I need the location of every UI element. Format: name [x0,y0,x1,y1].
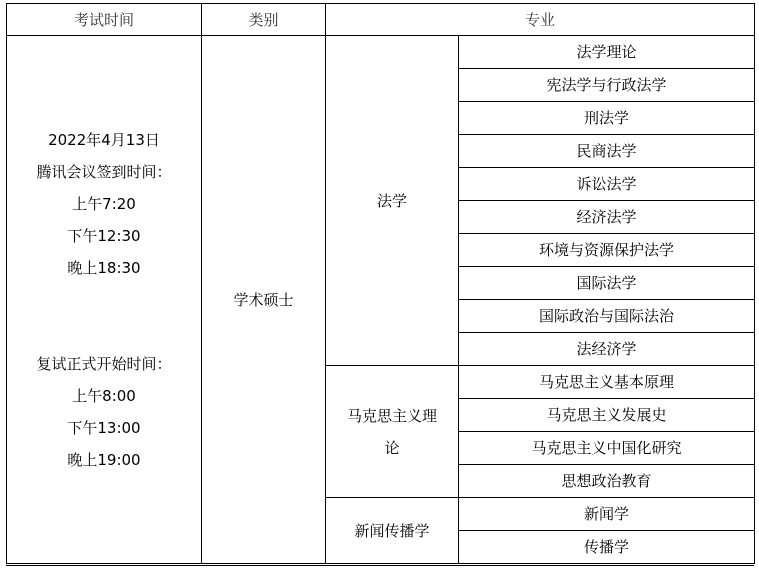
major-cell: 环境与资源保护法学 [459,234,755,267]
major-cell: 马克思主义发展史 [459,399,755,432]
exam-time-cell [7,36,202,564]
start-time-afternoon: 下午13:00 [67,418,141,437]
header-row [7,4,755,36]
header-major: 专业 [326,4,755,36]
start-time-label: 复试正式开始时间： [36,354,172,373]
table-row [7,36,755,69]
major-cell: 经济法学 [459,201,755,234]
spacer [7,284,201,316]
bottom-divider [6,565,754,566]
checkin-time-morning: 上午7:20 [72,194,136,213]
category-cell: 学术硕士 [202,36,326,564]
major-cell: 刑法学 [459,102,755,135]
header-category: 类别 [202,4,326,36]
subject-cell-journalism: 新闻传播学 [326,498,459,564]
subject-cell-marxism [326,366,459,498]
major-cell: 新闻学 [459,498,755,531]
exam-schedule-table [6,3,755,564]
start-time-morning: 上午8:00 [72,386,136,405]
checkin-time-label: 腾讯会议签到时间： [36,162,172,181]
exam-date: 2022年4月13日 [48,130,160,149]
start-time-evening: 晚上19:00 [67,450,141,469]
major-cell: 民商法学 [459,135,755,168]
major-cell: 思想政治教育 [459,465,755,498]
major-cell: 法学理论 [459,36,755,69]
header-exam-time: 考试时间 [7,4,202,36]
checkin-time-afternoon: 下午12:30 [67,226,141,245]
major-cell: 马克思主义基本原理 [459,366,755,399]
major-cell: 马克思主义中国化研究 [459,432,755,465]
checkin-time-evening: 晚上18:30 [67,258,141,277]
subject-label: 马克思主义理论 [346,406,437,457]
major-cell: 诉讼法学 [459,168,755,201]
major-cell: 传播学 [459,531,755,564]
subject-cell-law: 法学 [326,36,459,366]
major-cell: 宪法学与行政法学 [459,69,755,102]
major-cell: 法经济学 [459,333,755,366]
major-cell: 国际政治与国际法治 [459,300,755,333]
major-cell: 国际法学 [459,267,755,300]
spacer [7,316,201,348]
